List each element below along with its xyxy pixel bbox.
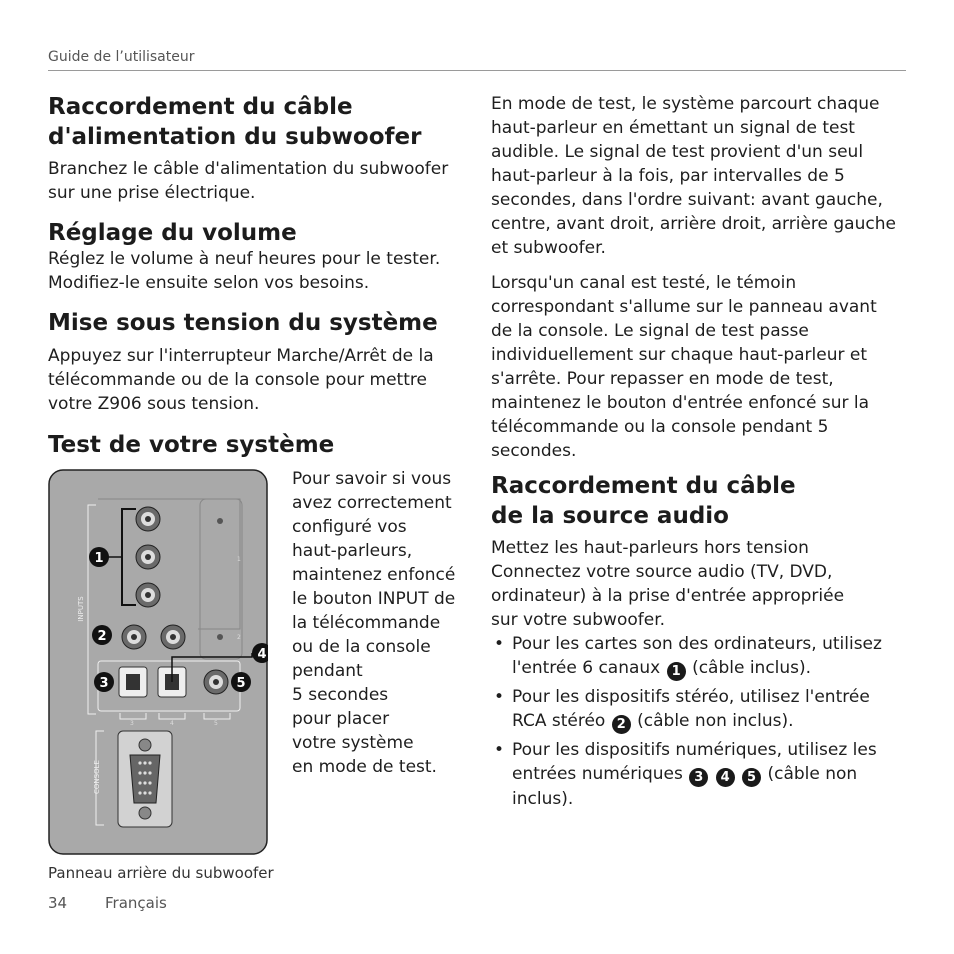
indicator-led <box>217 634 223 640</box>
test-line: configuré vos <box>292 517 407 537</box>
callout-badge <box>231 672 251 692</box>
test-mode-paragraph: En mode de test, le système parcourt chaque haut-parleur en émettant un signal de test audible. Le signal de test provient d'un seul haut-parleur à la fois, par intervalles de 5 secondes, dans l'ordre suivant: avant gauche, centre, avant droit, arrière droit, arrière gauche et subwoofer. <box>491 94 896 258</box>
rca-jack <box>136 545 160 569</box>
subwoofer-rear-panel-illustration <box>48 469 268 855</box>
rca-jack <box>161 625 185 649</box>
callout-badge <box>92 625 112 645</box>
console-label: CONSOLE <box>93 760 101 794</box>
section-body-audio-source: Mettez les haut-parleurs hors tension Connectez votre source audio (TV, DVD, ordinateur) à la prise d'entrée appropriée sur votre subwoofer. <box>491 538 845 630</box>
channel-test-paragraph: Lorsqu'un canal est testé, le témoin correspondant s'allume sur le panneau avant de la console. Le signal de test passe individuellement sur chaque haut-parleur et s'arrête. Pour repasser en mode de test, maintenez le bouton d'entrée enfoncé sur la télécommande ou la console pendant 5 secondes. <box>491 273 877 461</box>
svg-text:5: 5 <box>236 676 246 691</box>
callout-badge <box>94 672 114 692</box>
connection-bullet-list <box>494 632 894 815</box>
subwoofer-rear-panel-figure <box>48 469 268 855</box>
bullet-dot: • <box>494 740 505 760</box>
console-connector <box>118 731 172 827</box>
rca-jack <box>136 507 160 531</box>
test-line: en mode de test. <box>292 757 437 777</box>
number-badge: 5 <box>742 768 761 787</box>
test-line: haut-parleurs, <box>292 541 413 561</box>
port-number: 5 <box>214 720 218 727</box>
running-head: Guide de l’utilisateur <box>48 49 195 65</box>
number-badge: 1 <box>667 662 686 681</box>
test-line: 5 secondes <box>292 685 389 705</box>
bullet-dot: • <box>494 634 505 654</box>
svg-text:1: 1 <box>94 551 104 566</box>
svg-text:2: 2 <box>97 629 107 644</box>
bullet-dot: • <box>494 687 505 707</box>
test-side-text <box>292 467 472 779</box>
section-title-volume: Réglage du volume <box>48 220 297 246</box>
bullet-item: • Pour les dispositifs stéréo, utilisez l'entrée RCA stéréo 2 (câble non inclus). <box>494 687 870 732</box>
number-badge: 2 <box>612 715 631 734</box>
test-line: pendant <box>292 661 363 681</box>
section-body-volume: Réglez le volume à neuf heures pour le tester. Modifiez-le ensuite selon vos besoins. <box>48 249 441 293</box>
port-number: 2 <box>237 634 241 641</box>
section-title-power-cable: Raccordement du câble d'alimentation du subwoofer <box>48 94 422 150</box>
page-language: Français <box>105 894 167 912</box>
port-number: 1 <box>237 556 241 563</box>
rca-jack <box>136 583 160 607</box>
test-line: avez correctement <box>292 493 452 513</box>
section-title-test: Test de votre système <box>48 432 335 458</box>
bullet-item: • Pour les cartes son des ordinateurs, utilisez l'entrée 6 canaux 1 (câble inclus). <box>494 634 882 679</box>
test-line: la télécommande <box>292 613 441 633</box>
figure-caption: Panneau arrière du subwoofer <box>48 864 274 882</box>
number-badge: 4 <box>716 768 735 787</box>
test-line: maintenez enfoncé <box>292 565 456 585</box>
optical-port <box>119 667 147 697</box>
bullet-item: • Pour les dispositifs numériques, utilisez les entrées numériques 3 4 5 (câble non inclus). <box>494 740 877 809</box>
section-title-audio-source: Raccordement du câble de la source audio <box>491 473 796 529</box>
port-number: 3 <box>130 720 134 727</box>
rca-jack <box>122 625 146 649</box>
coaxial-port <box>204 670 228 694</box>
test-line: pour placer <box>292 709 390 729</box>
inputs-label: INPUTS <box>77 596 85 622</box>
test-line: le bouton INPUT de <box>292 589 456 609</box>
indicator-led <box>217 518 223 524</box>
number-badge: 3 <box>689 768 708 787</box>
section-body-power-cable: Branchez le câble d'alimentation du subwoofer sur une prise électrique. <box>48 159 449 203</box>
section-title-power-on: Mise sous tension du système <box>48 310 438 336</box>
test-line: votre système <box>292 733 414 753</box>
callout-badge <box>89 547 109 567</box>
test-line: ou de la console <box>292 637 431 657</box>
svg-text:4: 4 <box>257 647 267 662</box>
svg-text:3: 3 <box>99 676 109 691</box>
test-line: Pour savoir si vous <box>292 469 452 489</box>
page-number: 34 <box>48 894 68 912</box>
header-rule <box>48 70 906 71</box>
port-number: 4 <box>170 720 174 727</box>
section-body-power-on: Appuyez sur l'interrupteur Marche/Arrêt de la télécommande ou de la console pour mettre votre Z906 sous tension. <box>48 346 434 414</box>
